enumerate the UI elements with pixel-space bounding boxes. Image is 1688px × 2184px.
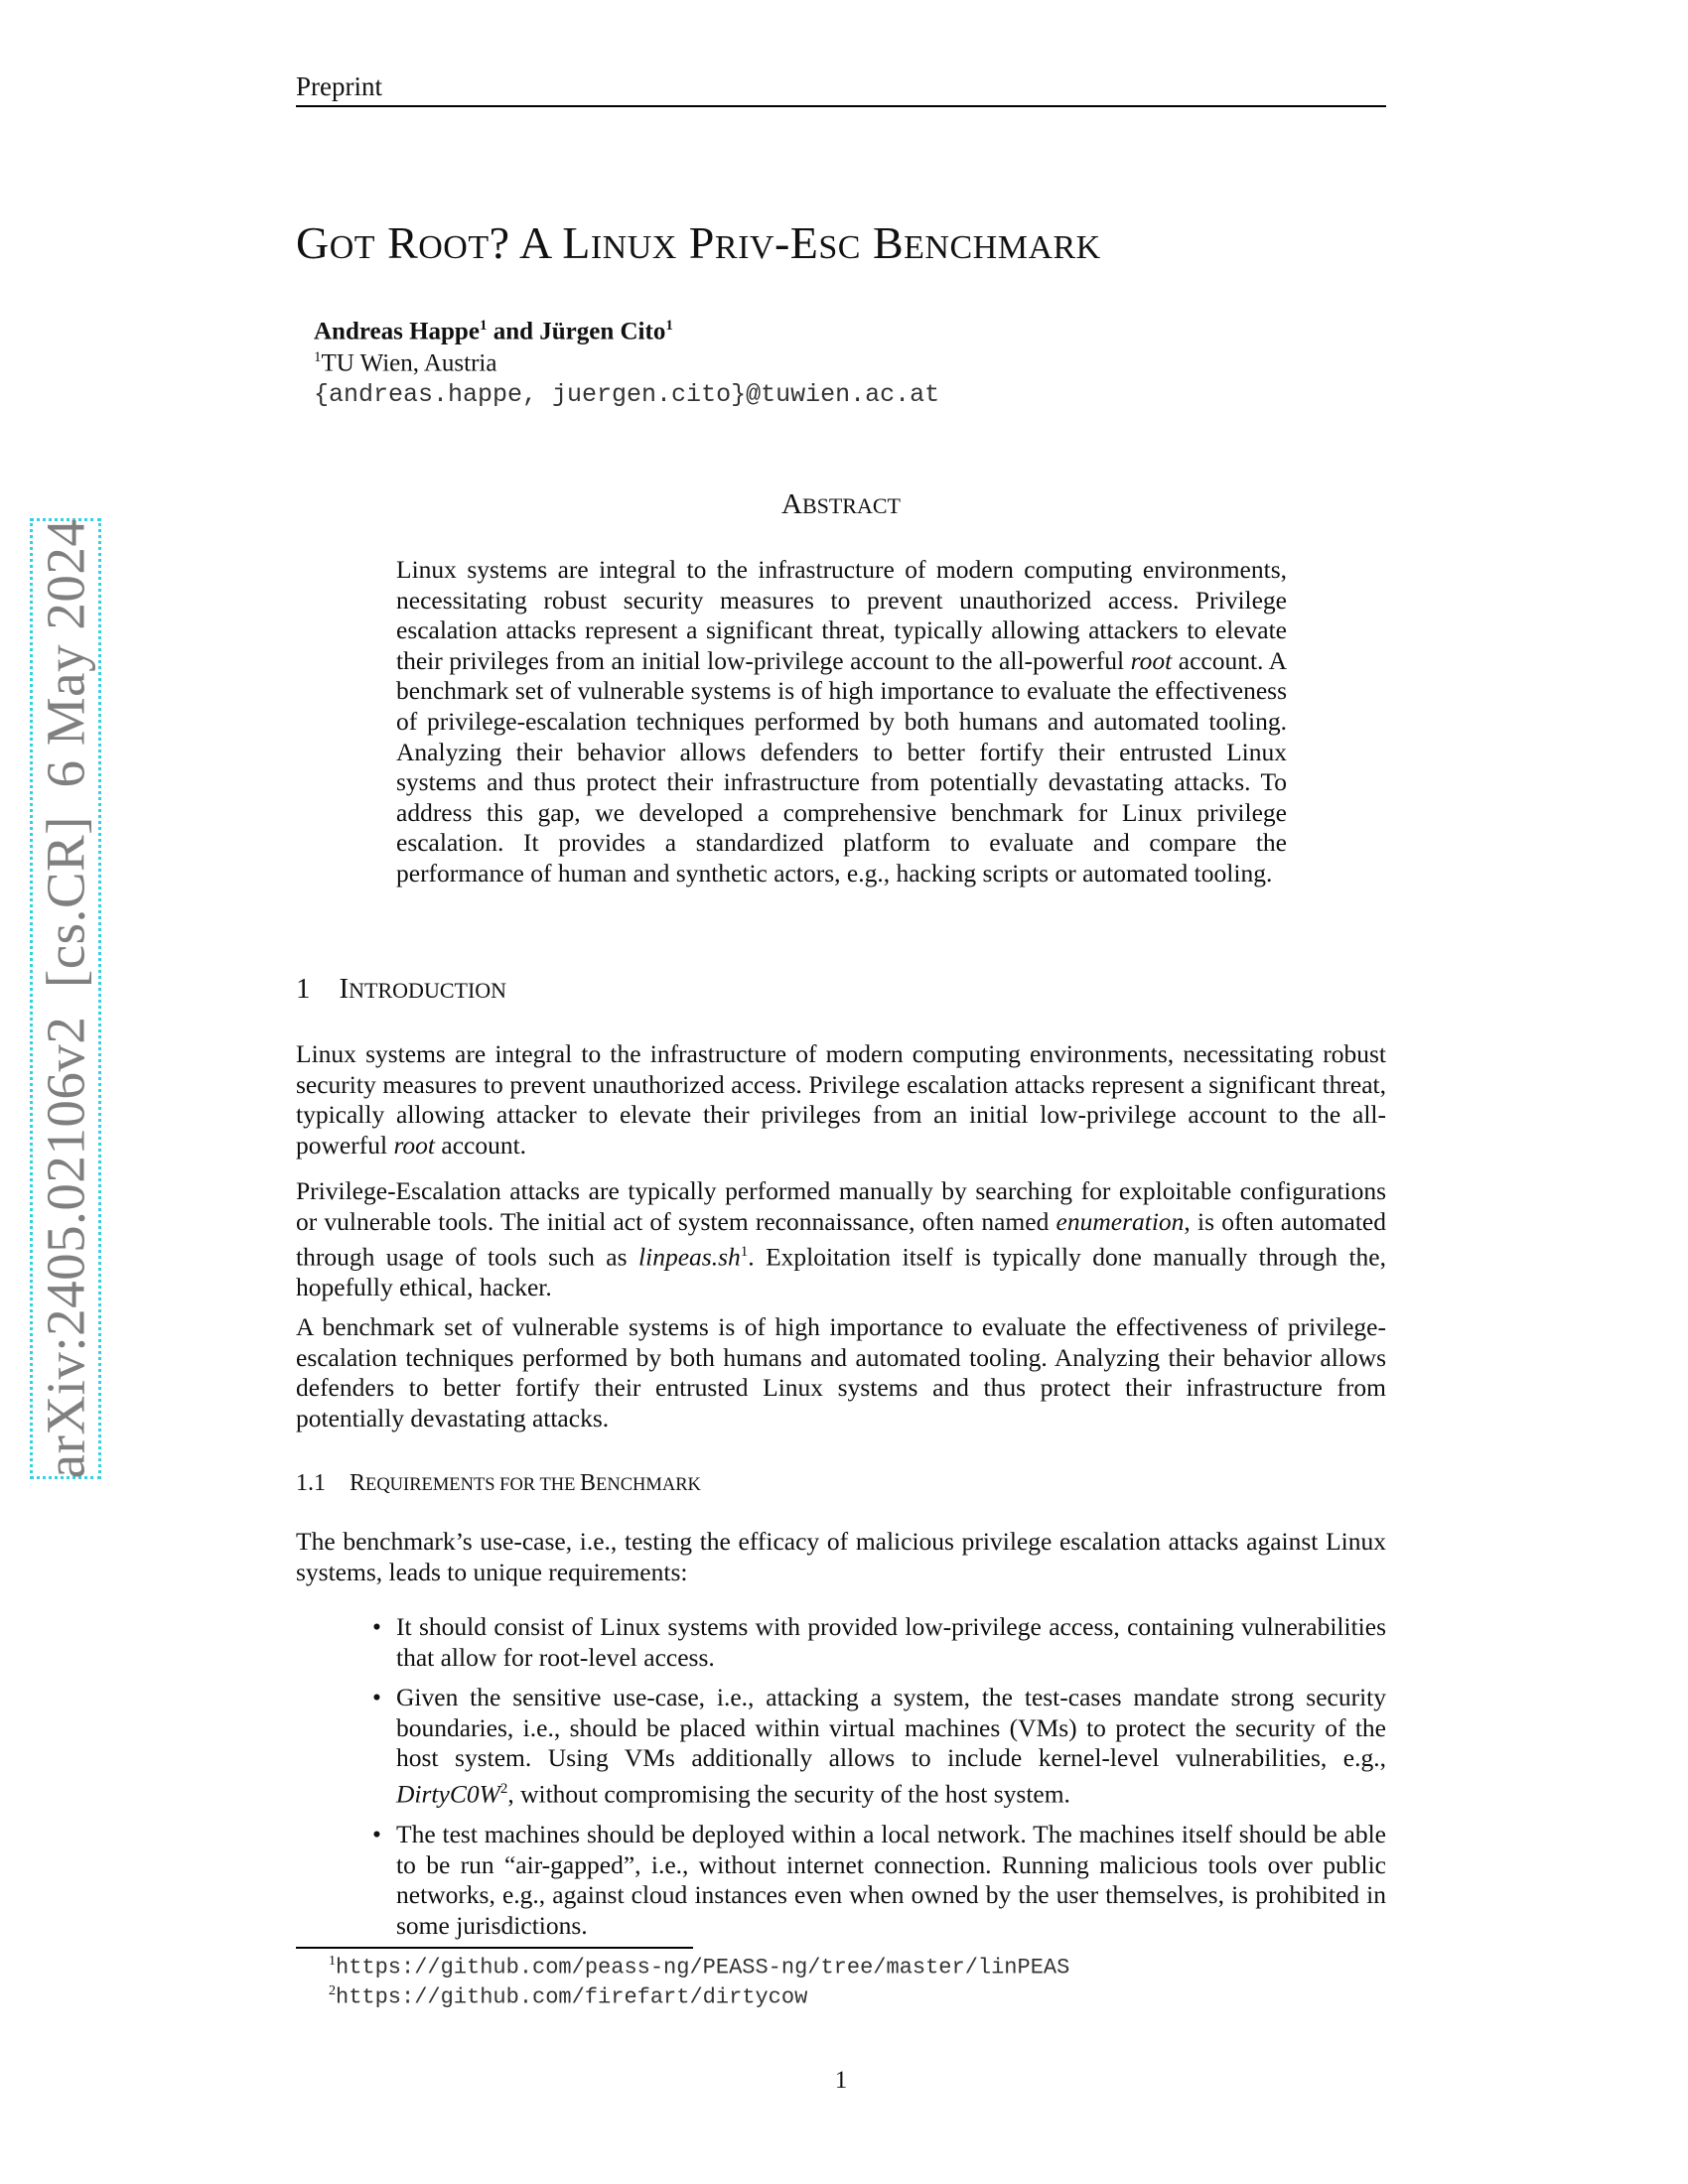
title-part: ENCHMARK [904, 229, 1101, 266]
footnote-2 [329, 1983, 807, 2009]
footnote-number: 2 [329, 1983, 336, 1998]
list-item [360, 1820, 1386, 1941]
section-number: 1 [296, 973, 311, 1005]
heading-part: BSTRACT [801, 493, 901, 518]
bullet-icon: • [372, 1820, 381, 1849]
bullet-icon: • [372, 1612, 381, 1641]
heading-part: ENCHMARK [596, 1475, 701, 1495]
arxiv-identifier: arXiv:2405.02106v2 [cs.CR] 6 May 2024 [35, 518, 96, 1479]
arxiv-stamp [30, 518, 101, 1479]
title-part: P [676, 217, 715, 268]
title-part: L [562, 217, 591, 268]
title-part: SC [818, 229, 861, 266]
requirements-list [360, 1612, 1386, 1951]
list-item [360, 1683, 1386, 1810]
intro-paragraph-2 [296, 1176, 1386, 1303]
author-name: Andreas Happe [314, 318, 480, 345]
title-part: G [296, 217, 330, 268]
footnote-link[interactable]: https://github.com/firefart/dirtycow [336, 1984, 808, 2010]
title-part: INUX [590, 229, 677, 266]
heading-part: NTRODUCTION [349, 978, 507, 1003]
heading-part: A [781, 488, 802, 520]
title-part: ? A [489, 217, 563, 268]
text-run: . Exploitation itself is typically done manually through the, hopefully ethical, hacker. [296, 1242, 1386, 1302]
heading-part: R [350, 1470, 366, 1496]
title-part: R [375, 217, 419, 268]
intro-paragraph-3: A benchmark set of vulnerable systems is of high importance to evaluate the effectiveness of privilege-escalation techniques performed by both humans and automated tooling. Analyzing their behavior allows defenders to better fortify their entrusted Linux systems and thus protect their infrastructure from potentially devastating attacks. [296, 1312, 1386, 1433]
affiliation-marker: 1 [665, 318, 673, 334]
section-heading-introduction [296, 973, 506, 1006]
affiliation-marker: 1 [314, 349, 322, 365]
text-run: Linux systems are integral to the infrastructure of modern computing environments, necessitating robust security measures to prevent unauthorized access. Privilege escalation attacks represent a significant threat, typically allowing attacker to elevate their privileges from an initial low-privilege account to the all-powerful [296, 1039, 1386, 1160]
running-head: Preprint [296, 71, 382, 101]
footnote-number: 1 [329, 1954, 336, 1969]
italic-term: root [1130, 645, 1173, 675]
footnote-link[interactable]: https://github.com/peass-ng/PEASS-ng/tree/master/linPEAS [336, 1955, 1070, 1980]
heading-part: B [580, 1470, 597, 1496]
list-item [360, 1612, 1386, 1673]
author-separator: and [487, 318, 540, 345]
text-run: , is often automated through usage of tools such as [296, 1206, 1386, 1272]
text-run: account. [435, 1130, 527, 1160]
section-number: 1.1 [296, 1470, 326, 1496]
requirements-intro: The benchmark’s use-case, i.e., testing the efficacy of malicious privilege escalation attacks against Linux systems, leads to unique requirements: [296, 1527, 1386, 1586]
title-part: -E [774, 217, 819, 268]
author-list [314, 318, 673, 345]
abstract-text [396, 555, 1287, 889]
text-run: Given the sensitive use-case, i.e., attacking a system, the test-cases mandate strong security boundaries, i.e., should be placed within virtual machines (VMs) to protect the security of the host system. Using VMs additionally allows to include kernel-level vulnerabilities, e.g., [396, 1683, 1386, 1773]
affiliation [314, 349, 496, 377]
heading-part: I [339, 973, 350, 1005]
author-name: Jürgen Cito [539, 318, 666, 345]
title-part: OT [329, 229, 376, 266]
text-run: Linux systems are integral to the infrastructure of modern computing environments, necessitating robust security measures to prevent unauthorized access. Privilege escalation attacks represent a significant threat, typically allowing attackers to elevate their privileges from an initial low-privilege account to the all-powerful [396, 555, 1287, 675]
footnote-rule [296, 1947, 693, 1949]
affiliation-text: TU Wien, Austria [321, 349, 497, 377]
text-run: The test machines should be deployed within a local network. The machines itself should be able to be run “air-gapped”, i.e., without internet connection. Running malicious tools over public networks, e.g., against cloud instances even when owned by the user themselves, is prohibited in some jurisdictions. [396, 1820, 1386, 1940]
title-part: OOT [418, 229, 490, 266]
footnote-1 [329, 1954, 1069, 1979]
text-run: It should consist of Linux systems with provided low-privilege access, containing vulnerabilities that allow for root-level access. [396, 1612, 1386, 1672]
italic-term: DirtyC0W [396, 1779, 500, 1809]
text-run: Privilege-Escalation attacks are typically performed manually by searching for exploitable configurations or vulnerable tools. The initial act of system reconnaissance, often named [296, 1176, 1386, 1236]
heading-part: EQUIREMENTS FOR THE [365, 1475, 581, 1495]
page-number: 1 [834, 2067, 848, 2094]
intro-paragraph-1 [296, 1039, 1386, 1160]
subsection-heading-requirements [296, 1470, 701, 1497]
title-part: B [860, 217, 905, 268]
bullet-icon: • [372, 1683, 381, 1712]
text-run: account. A benchmark set of vulnerable systems is of high importance to evaluate the effectiveness of privilege-escalation techniques performed by both humans and automated tooling. Analyzing their behavior allows defenders to better fortify their entrusted Linux systems and thus protect their infrastructure from potentially devastating attacks. To address this gap, we developed a comprehensive benchmark for Linux privilege escalation. It provides a standardized platform to evaluate and compare the performance of human and synthetic actors, e.g., hacking scripts or automated tooling. [396, 645, 1287, 887]
title-part: RIV [714, 229, 774, 266]
affiliation-marker: 1 [479, 318, 488, 334]
header-rule [296, 105, 1386, 107]
text-run: , without compromising the security of the host system. [507, 1779, 1070, 1809]
author-email: {andreas.happe, juergen.cito}@tuwien.ac.at [314, 380, 940, 409]
italic-term: root [393, 1130, 435, 1160]
italic-term: linpeas.sh [638, 1242, 741, 1272]
paper-title [296, 216, 1101, 269]
italic-term: enumeration [1055, 1206, 1185, 1236]
footnote-marker[interactable]: 2 [499, 1780, 508, 1797]
abstract-heading [296, 488, 1386, 521]
footnote-marker[interactable]: 1 [740, 1244, 749, 1261]
